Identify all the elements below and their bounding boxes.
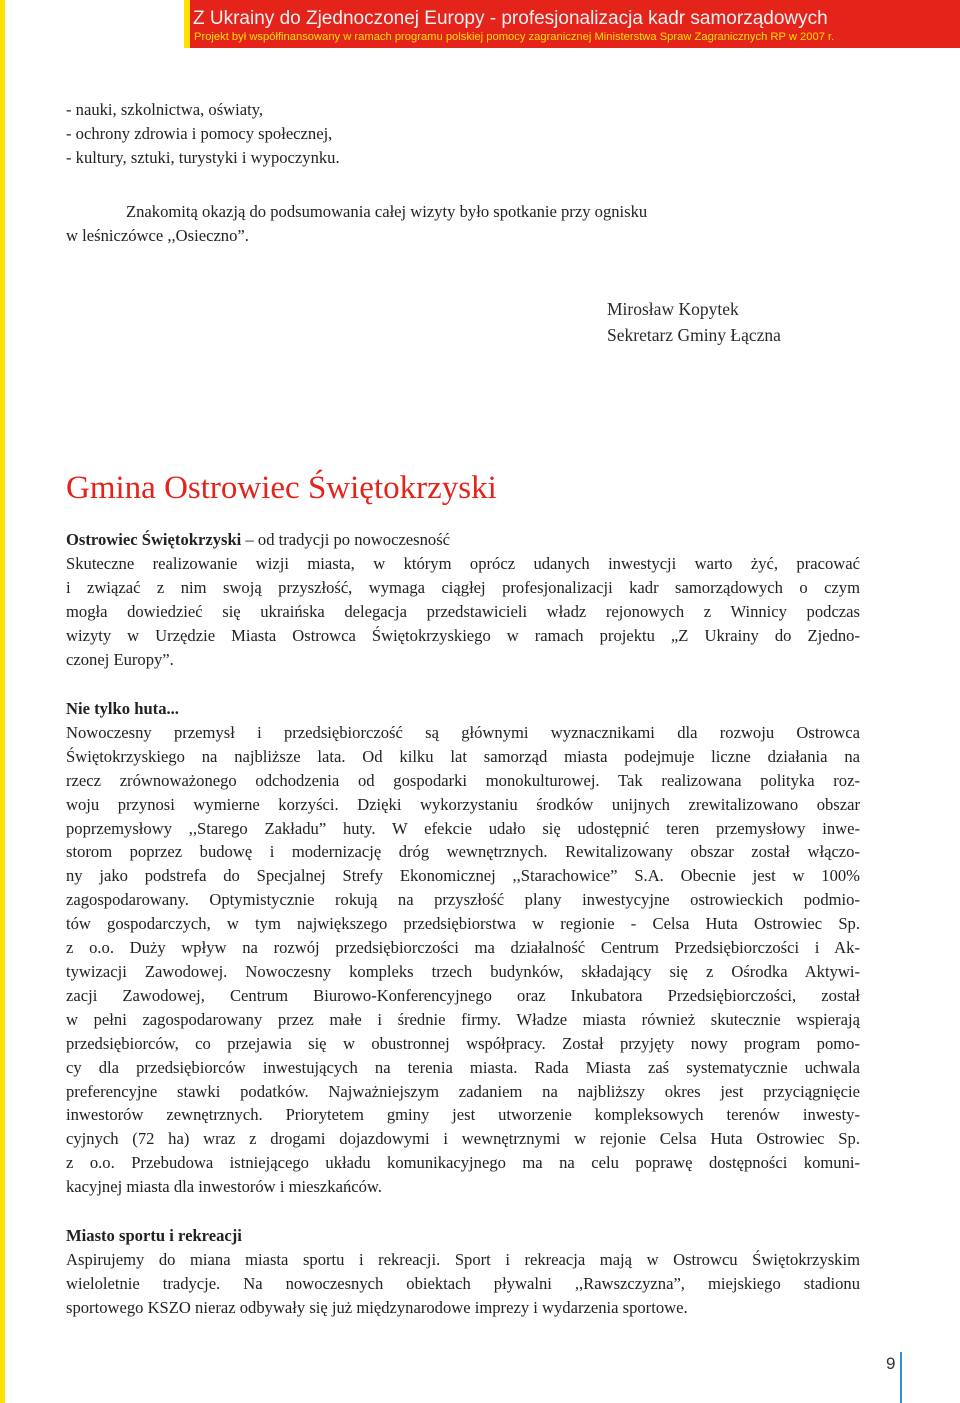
paragraph-line: Aspirujemy do miana miasta sportu i rekreacji. Sport i rekreacja mają w Ostrowcu Świętokrzyskim	[66, 1249, 860, 1269]
paragraph-line: cy dla przedsiębiorców inwestujących na terenia miasta. Rada Miasta zaś systematycznie uchwala	[66, 1057, 860, 1077]
section-heading: Miasto sportu i rekreacji	[66, 1226, 242, 1245]
list-item: - nauki, szkolnictwa, oświaty,	[66, 100, 264, 119]
paragraph-line: z o.o. Duży wpływ na rozwój przedsiębiorczości ma działalność Centrum Przedsiębiorczości i Ak-	[66, 938, 860, 958]
paragraph-line: cyjnych (72 ha) wraz z drogami dojazdowymi i wewnętrznymi w rejonie Celsa Huta Ostrowiec Sp.	[66, 1129, 860, 1149]
paragraph-line: tywizacji Zawodowej. Nowoczesny kompleks trzech budynków, składający się z Ośrodka Aktywi-	[66, 961, 860, 981]
huta-section	[66, 697, 860, 1199]
signature-role: Sekretarz Gminy Łączna	[607, 325, 781, 345]
paragraph-line: inwestorów zewnętrznych. Priorytetem gminy jest utworzenie kompleksowych terenów inwesty-	[66, 1105, 860, 1125]
paragraph-line: storom poprzez budowę i modernizację dróg wewnętrznych. Rewitalizowany obszar został włączo-	[66, 842, 860, 862]
paragraph-line: poprzemysłowy ,,Starego Zakładu” huty. W efekcie udało się udostępnić teren przemysłowy inwe-	[66, 818, 860, 838]
intro-lead-rest: – od tradycji po nowoczesność	[241, 530, 451, 549]
paragraph-line: mogła dowiedzieć się ukraińska delegacja przedstawicieli władz rejonowych z Winnicy podczas	[66, 601, 860, 621]
paragraph-line: Znakomitą okazją do podsumowania całej wizyty było spotkanie przy ognisku	[126, 202, 648, 221]
header-title: Z Ukrainy do Zjednoczonej Europy - profesjonalizacja kadr samorządowych	[193, 8, 828, 29]
signature	[607, 296, 781, 348]
sport-section	[66, 1224, 860, 1320]
intro-lead	[66, 528, 860, 552]
paragraph-line: zacji Zawodowej, Centrum Biurowo-Konferencyjnego oraz Inkubatora Przedsiębiorczości, został	[66, 985, 860, 1005]
paragraph-line: i związać z nim swoją przyszłość, wymaga ciągłej profesjonalizacji kadr samorządowych o czym	[66, 577, 860, 597]
paragraph-line: woju przynosi wymierne korzyści. Dzięki wykorzystaniu środków unijnych zrewitalizowano obszar	[66, 794, 860, 814]
paragraph-line: czonej Europy”.	[66, 649, 174, 669]
section-heading: Nie tylko huta...	[66, 699, 179, 718]
paragraph-line: z o.o. Przebudowa istniejącego układu komunikacyjnego ma na celu poprawę dostępności komuni-	[66, 1153, 860, 1173]
intro-paragraph	[66, 528, 860, 671]
header-subtitle: Projekt był współfinansowany w ramach programu polskiej pomocy zagranicznej Ministerstwa Spraw Zagranicznych RP w 2007 r.	[194, 31, 835, 43]
paragraph-line: Nowoczesny przemysł i przedsiębiorczość są głównymi wyznacznikami dla rozwoju Ostrowca	[66, 722, 860, 742]
paragraph-line: w leśniczówce ,,Osieczno”.	[66, 225, 249, 245]
paragraph-line: Skuteczne realizowanie wizji miasta, w którym oprócz udanych inwestycji warto żyć, pracować	[66, 553, 860, 573]
paragraph-line: tów gospodarczych, w tym największego przedsiębiorstwa w regionie - Celsa Huta Ostrowiec Sp.	[66, 914, 860, 934]
paragraph-line: ny jako podstrefa do Specjalnej Strefy Ekonomicznej ,,Starachowice” S.A. Obecnie jest w 100%	[66, 866, 860, 886]
page-edge-accent	[0, 0, 5, 1403]
paragraph-line: preferencyjne stawki podatków. Najważniejszym zadaniem na najbliższy okres jest przyciągnięcie	[66, 1081, 860, 1101]
section-title: Gmina Ostrowiec Świętokrzyski	[66, 470, 497, 506]
paragraph-line: Świętokrzyskiego na najbliższe lata. Od kilku lat samorząd miasta podejmuje liczne działania na	[66, 746, 860, 766]
header-accent-bar	[184, 0, 190, 48]
page-number: 9	[886, 1354, 896, 1373]
signature-name: Mirosław Kopytek	[607, 299, 739, 319]
list-item: - kultury, sztuki, turystyki i wypoczynku.	[66, 147, 340, 167]
paragraph-line: sportowego KSZO nieraz odbywały się już międzynarodowe imprezy i wydarzenia sportowe.	[66, 1297, 688, 1317]
paragraph-line: kacyjnej miasta dla inwestorów i mieszkańców.	[66, 1177, 382, 1197]
paragraph-line: wizyty w Urzędzie Miasta Ostrowca Świętokrzyskiego w ramach projektu „Z Ukrainy do Zjedno-	[66, 625, 860, 645]
paragraph-line: wieloletnie tradycje. Na nowoczesnych obiektach pływalni ,,Rawszczyzna”, miejskiego stadionu	[66, 1273, 860, 1293]
list-item: - ochrony zdrowia i pomocy społecznej,	[66, 123, 333, 143]
paragraph-line: przedsiębiorców, co przejawia się w obustronnej współpracy. Został przyjęty nowy program pomo-	[66, 1033, 860, 1053]
paragraph-line: zagospodarowany. Optymistycznie rokują na przyszłość plany inwestycyjne ostrowieckich podmio-	[66, 890, 860, 910]
list-block	[66, 98, 860, 170]
intro-lead-bold: Ostrowiec Świętokrzyski	[66, 530, 242, 549]
page-number-rule	[900, 1352, 902, 1403]
paragraph-line: rzecz zrównoważonego odchodzenia od gospodarki monokulturowej. Tak realizowana polityka roz-	[66, 770, 860, 790]
paragraph-line: w pełni zagospodarowany przez małe i średnie firmy. Władze miasta również skutecznie wspierają	[66, 1009, 860, 1029]
closing-paragraph	[66, 200, 860, 248]
